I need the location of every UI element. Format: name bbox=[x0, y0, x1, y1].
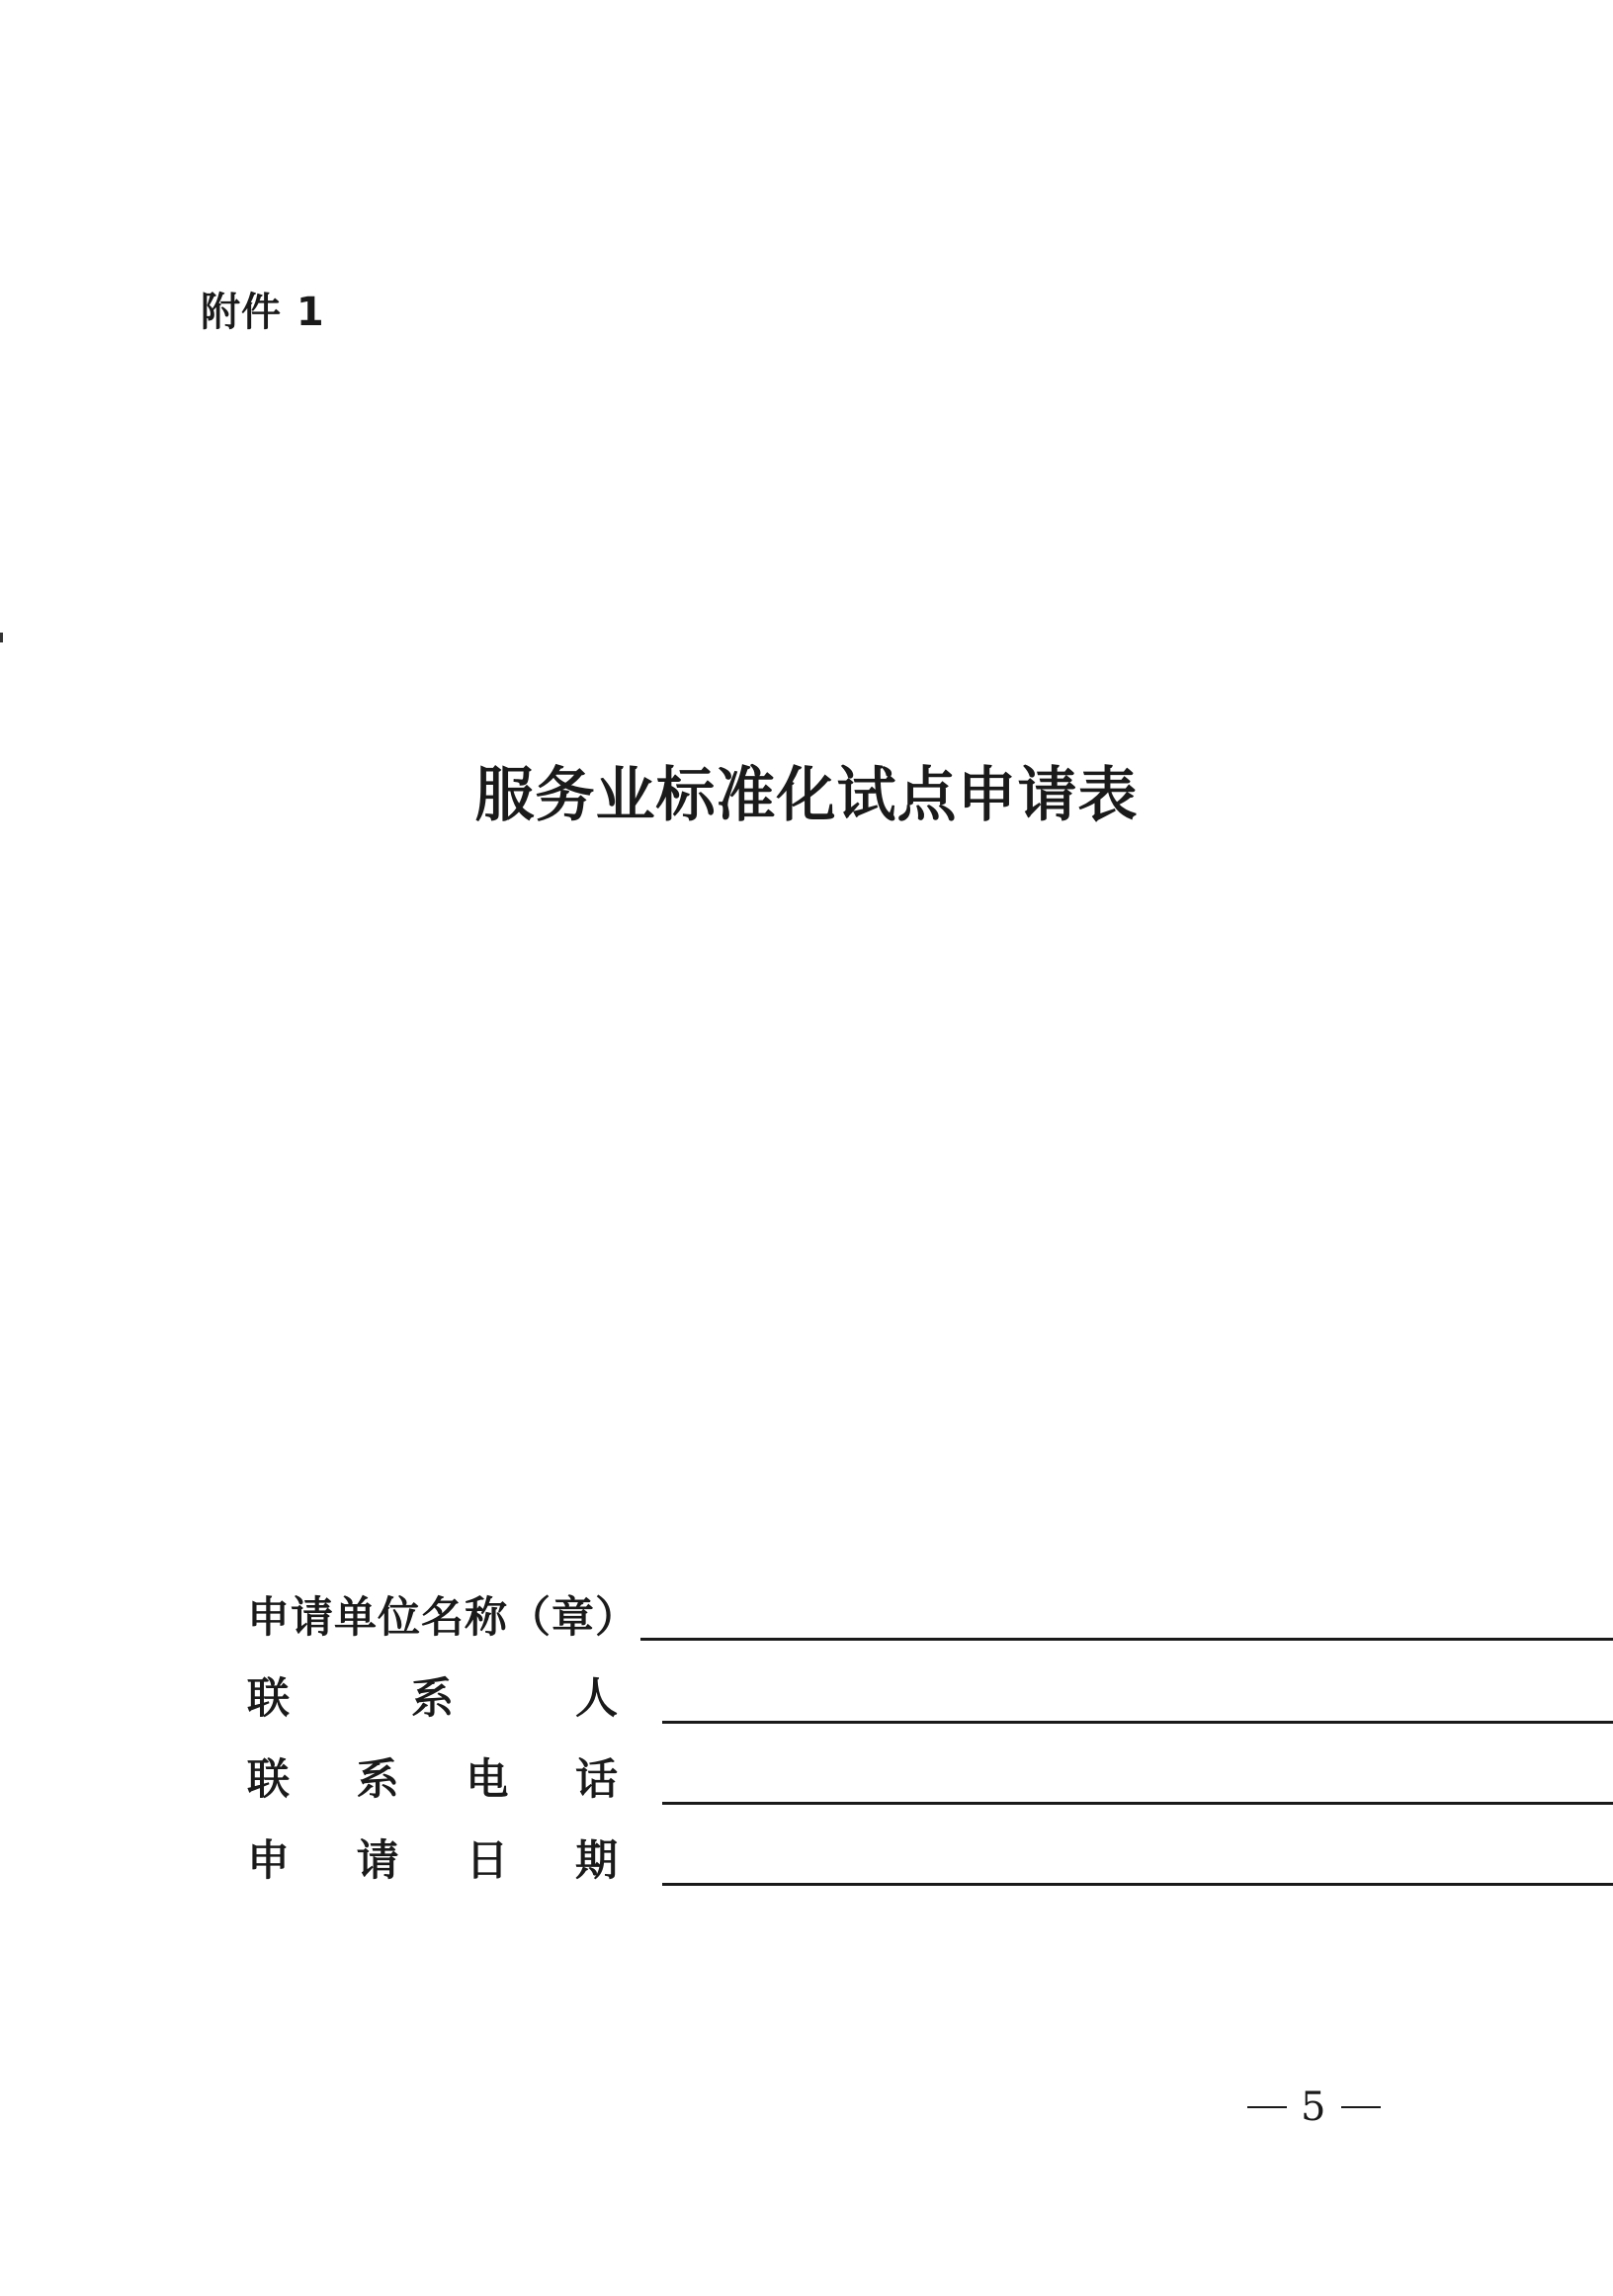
form-field-application-date bbox=[247, 1831, 1384, 1891]
label-char: 系 bbox=[356, 1755, 399, 1805]
form-field-applicant-unit bbox=[247, 1588, 1384, 1648]
page-number bbox=[1247, 2084, 1381, 2130]
label-char: 联 bbox=[247, 1755, 290, 1805]
attachment-label: 附件 1 bbox=[201, 290, 325, 335]
field-label-contact-person bbox=[247, 1669, 618, 1729]
field-label-applicant-unit: 申请单位名称（章） bbox=[247, 1593, 638, 1643]
label-char: 期 bbox=[574, 1836, 618, 1886]
label-char: 联 bbox=[247, 1674, 290, 1724]
contact-person-input-line[interactable] bbox=[662, 1721, 1613, 1724]
page-number-dash-left bbox=[1247, 2106, 1287, 2108]
field-label-application-date bbox=[247, 1831, 618, 1891]
applicant-unit-input-line[interactable] bbox=[640, 1638, 1613, 1641]
form-field-contact-phone bbox=[247, 1750, 1384, 1810]
page-number-dash-right bbox=[1341, 2106, 1381, 2108]
form-field-contact-person bbox=[247, 1669, 1384, 1729]
contact-phone-input-line[interactable] bbox=[662, 1802, 1613, 1805]
field-label-contact-phone bbox=[247, 1750, 618, 1810]
label-char: 请 bbox=[356, 1836, 399, 1886]
page-title: 服务业标准化试点申请表 bbox=[474, 761, 1139, 830]
label-char: 申 bbox=[247, 1836, 290, 1886]
page-number-value: 5 bbox=[1301, 2084, 1328, 2130]
application-date-input-line[interactable] bbox=[662, 1883, 1613, 1886]
label-char: 系 bbox=[411, 1674, 454, 1724]
label-char: 电 bbox=[466, 1755, 509, 1805]
label-char: 日 bbox=[466, 1836, 509, 1886]
label-char: 话 bbox=[574, 1755, 618, 1805]
scan-mark bbox=[0, 633, 3, 642]
label-char: 人 bbox=[575, 1674, 618, 1724]
